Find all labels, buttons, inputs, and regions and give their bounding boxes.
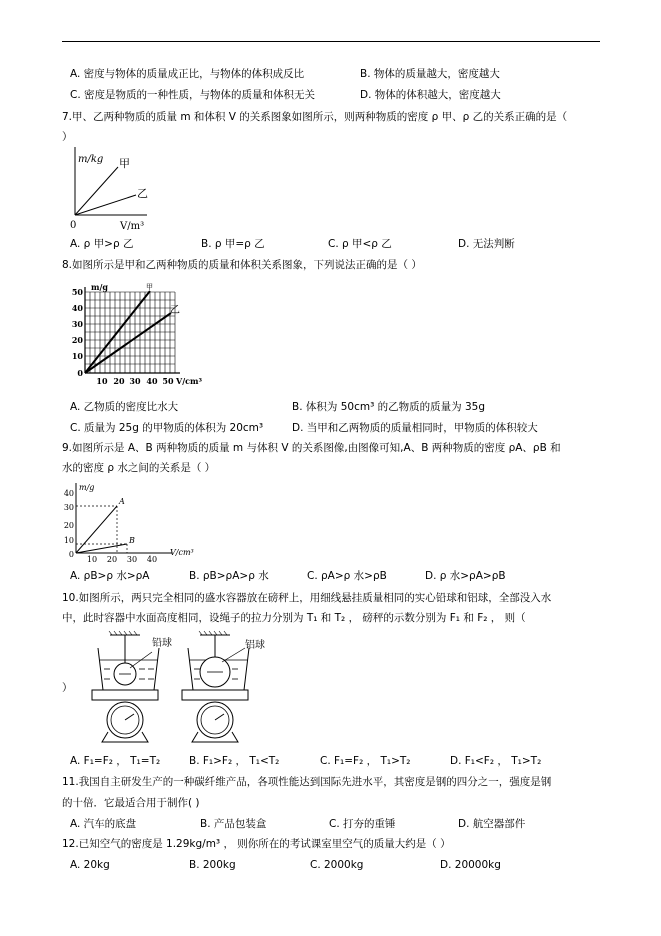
q11-option-b[interactable]: B. 产品包装盒 (200, 818, 267, 830)
q7-line2-label: 乙 (137, 187, 148, 200)
q9-ytick: 0 (68, 550, 74, 559)
q10-stem-cont: 中，此时容器中水面高度相同，设绳子的拉力分别为 T₁ 和 T₂ ， 磅秤的示数分别为 F₁ 和 F₂ ， 则（ (62, 612, 526, 624)
q7-ylabel: m/kg (78, 154, 104, 165)
q8-ylabel: m/g (91, 282, 108, 292)
q8-xtick: 50 (162, 376, 174, 386)
q8-option-a[interactable]: A. 乙物质的密度比水大 (70, 401, 179, 413)
q10-right-setup (182, 631, 249, 742)
q9-option-b[interactable]: B. ρB>ρA>ρ 水 (189, 570, 269, 582)
q9-figure (62, 481, 202, 566)
q9-line-a-label: A (119, 497, 125, 506)
q8-figure (62, 283, 212, 393)
q9-ytick: 30 (63, 503, 74, 512)
q12-option-b[interactable]: B. 200kg (189, 859, 236, 871)
q10-left-setup (92, 631, 159, 742)
q9-line-b-label: B (129, 536, 135, 545)
q8-ytick: 0 (77, 368, 83, 378)
q8-xtick: 10 (96, 376, 108, 386)
q7-option-d[interactable]: D. 无法判断 (458, 238, 515, 250)
q6-option-d[interactable]: D. 物体的体积越大，密度越大 (360, 89, 501, 101)
q8-ytick: 20 (71, 335, 83, 345)
q9-option-a[interactable]: A. ρB>ρ 水>ρA (70, 570, 150, 582)
q9-xtick: 10 (86, 555, 98, 564)
q10-option-d[interactable]: D. F₁<F₂ ， T₁>T₂ (450, 755, 542, 767)
q7-stem: 7.甲、乙两种物质的质量 m 和体积 V 的关系图象如图所示，则两种物质的密度 ρ 甲、ρ 乙的关系正确的是（ (62, 111, 568, 123)
q9-xtick: 40 (146, 555, 158, 564)
q11-stem-cont: 的十倍．它最适合用于制作( ) (62, 797, 200, 809)
q8-xtick: 40 (146, 376, 158, 386)
q7-xlabel: V/m³ (120, 221, 145, 232)
q12-option-c[interactable]: C. 2000kg (310, 859, 364, 871)
q9-ytick: 20 (63, 521, 74, 530)
q8-ytick: 10 (71, 351, 83, 361)
q7-origin: 0 (70, 220, 77, 231)
q7-figure (62, 145, 162, 235)
q8-stem: 8.如图所示是甲和乙两种物质的质量和体积关系图象，下列说法正确的是（ ） (62, 259, 422, 271)
q6-option-a[interactable]: A. 密度与物体的质量成正比，与物体的体积成反比 (70, 68, 305, 80)
q12-stem: 12.已知空气的密度是 1.29kg/m³ ， 则你所在的考试课室里空气的质量大约是（ ） (62, 838, 451, 850)
q9-xlabel: V/cm³ (170, 548, 194, 557)
q9-ytick: 10 (63, 536, 74, 545)
q10-option-b[interactable]: B. F₁>F₂ ， T₁<T₂ (189, 755, 280, 767)
q8-option-c[interactable]: C. 质量为 25g 的甲物质的体积为 20cm³ (70, 422, 264, 434)
q7-stem-end: ） (62, 131, 73, 143)
q9-option-c[interactable]: C. ρA>ρ 水>ρB (307, 570, 387, 582)
q7-option-b[interactable]: B. ρ 甲=ρ 乙 (201, 238, 265, 250)
q7-option-a[interactable]: A. ρ 甲>ρ 乙 (70, 238, 134, 250)
q11-option-a[interactable]: A. 汽车的底盘 (70, 818, 137, 830)
q8-ytick: 40 (71, 303, 83, 313)
q9-xtick: 20 (106, 555, 118, 564)
q8-ytick: 50 (71, 287, 83, 297)
q10-stem: 10.如图所示，两只完全相同的盛水容器放在磅秤上，用细线悬挂质量相同的实心铅球和铝球，全部没入水 (62, 592, 552, 604)
q10-left-label: 铅球 (152, 638, 172, 649)
q7-option-c[interactable]: C. ρ 甲<ρ 乙 (328, 238, 392, 250)
header-rule (62, 41, 600, 42)
q9-ytick: 40 (63, 489, 74, 498)
q11-option-c[interactable]: C. 打夯的重锤 (329, 818, 396, 830)
q11-stem: 11.我国自主研发生产的一种碳纤维产品，各项性能达到国际先进水平，其密度是钢的四分之一，强度是钢 (62, 776, 552, 788)
q10-option-c[interactable]: C. F₁=F₂ ， T₁>T₂ (320, 755, 411, 767)
q12-option-d[interactable]: D. 20000kg (440, 859, 501, 871)
q8-ytick: 30 (71, 319, 83, 329)
q7-line1-label: 甲 (119, 157, 130, 170)
q10-stem-end: ） (62, 682, 73, 694)
q8-xlabel: V/cm³ (176, 376, 202, 386)
q9-stem-cont: 水的密度 ρ 水之间的关系是（ ） (62, 462, 216, 474)
q8-xtick: 20 (113, 376, 125, 386)
q9-ylabel: m/g (79, 483, 95, 492)
q8-line1-label: 甲 (146, 283, 153, 291)
q8-xtick: 30 (129, 376, 141, 386)
q6-option-c[interactable]: C. 密度是物质的一种性质，与物体的质量和体积无关 (70, 89, 316, 101)
q8-line2-label: 乙 (170, 305, 180, 316)
q9-option-d[interactable]: D. ρ 水>ρA>ρB (425, 570, 506, 582)
q12-option-a[interactable]: A. 20kg (70, 859, 110, 871)
q11-option-d[interactable]: D. 航空器部件 (458, 818, 526, 830)
q6-option-b[interactable]: B. 物体的质量越大，密度越大 (360, 68, 500, 80)
q10-option-a[interactable]: A. F₁=F₂ ， T₁=T₂ (70, 755, 161, 767)
q10-right-label: 铝球 (245, 640, 265, 651)
q9-stem: 9.如图所示是 A、B 两种物质的质量 m 与体积 V 的关系图像,由图像可知,A、B 两种物质的密度 ρA、ρB 和 (62, 442, 561, 454)
q9-xtick: 30 (126, 555, 138, 564)
q8-option-b[interactable]: B. 体积为 50cm³ 的乙物质的质量为 35g (292, 401, 485, 413)
q8-option-d[interactable]: D. 当甲和乙两物质的质量相同时，甲物质的体积较大 (292, 422, 538, 434)
q10-figure (88, 630, 278, 755)
